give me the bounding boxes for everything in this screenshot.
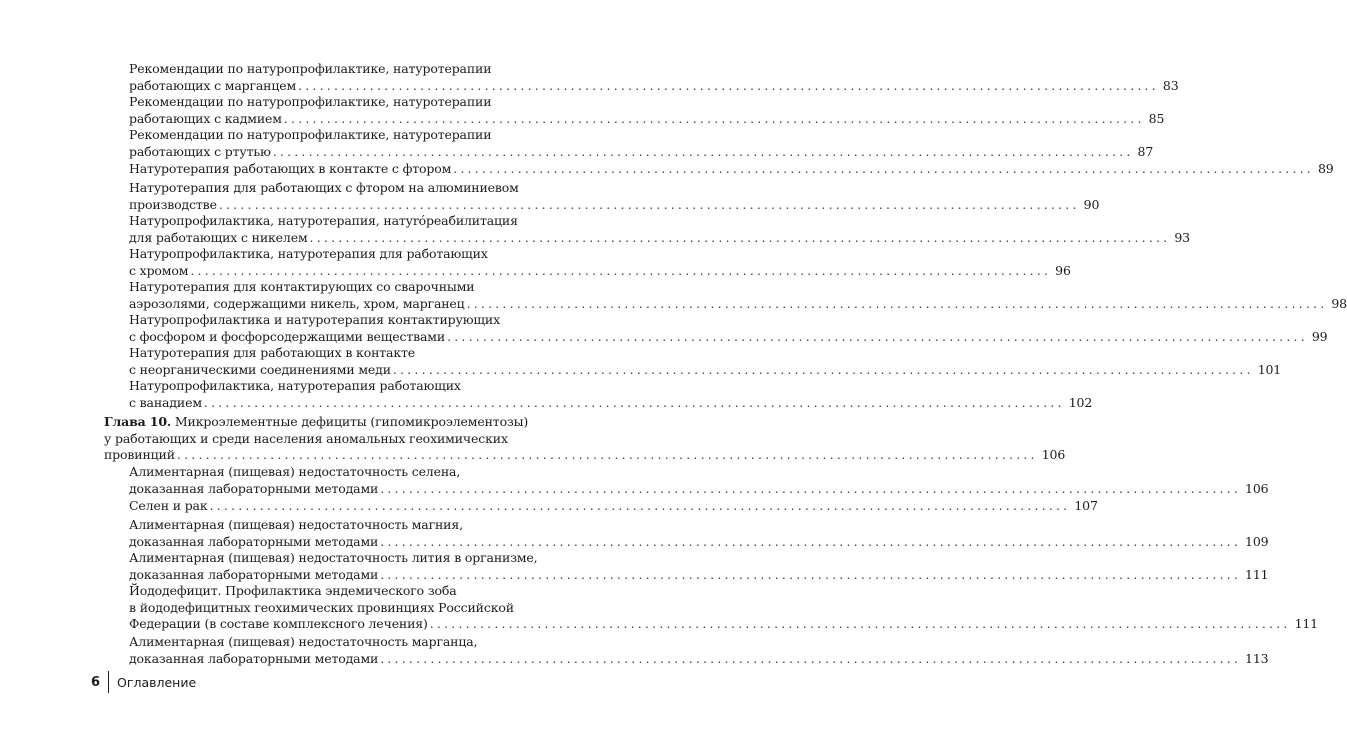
chapter-title-end: провинций bbox=[104, 447, 175, 462]
toc-page-number: 93 bbox=[1174, 229, 1190, 245]
toc-entry-line: Натуротерапия для работающих в контакте bbox=[129, 345, 415, 360]
toc-entry-title-end: работающих с марганцем bbox=[129, 77, 297, 93]
toc-entry-line: Алиментарная (пищевая) недостаточность магния, bbox=[129, 517, 463, 532]
leader-dots: ........................................................................................................................ bbox=[380, 480, 1242, 496]
toc-entry[interactable] bbox=[129, 498, 1098, 515]
toc-entry[interactable] bbox=[129, 378, 1093, 411]
toc-entry-title-end: работающих с кадмием bbox=[129, 110, 282, 126]
leader-dots: ........................................................................................................................ bbox=[176, 447, 1038, 462]
toc-entry-line: в йододефицитных геохимических провинциях Российской bbox=[129, 599, 514, 615]
toc-entry[interactable] bbox=[129, 61, 1179, 94]
toc-entry[interactable] bbox=[129, 517, 1269, 550]
toc-page-number: 85 bbox=[1148, 110, 1165, 126]
leader-dots: ........................................................................................................................ bbox=[203, 394, 1065, 410]
toc-page-number: 111 bbox=[1245, 566, 1269, 582]
toc-entry-title-end: Федерации (в составе комплексного лечения) bbox=[129, 616, 428, 631]
toc-page-number: 106 bbox=[1041, 447, 1066, 462]
toc-page-number: 101 bbox=[1257, 361, 1282, 377]
leader-dots: ........................................................................................................................ bbox=[309, 229, 1171, 245]
toc-entry-line: Натуропрофилактика, натуротерапия работающих bbox=[129, 378, 461, 393]
toc-entry-title-end: Селен и рак bbox=[129, 498, 208, 513]
toc-entry[interactable] bbox=[129, 180, 1100, 213]
toc-entry-line: Натуротерапия для контактирующих со сварочными bbox=[129, 279, 475, 294]
toc-entry[interactable] bbox=[129, 312, 1328, 345]
toc-entry[interactable] bbox=[129, 279, 1347, 312]
leader-dots: ........................................................................................................................ bbox=[429, 616, 1291, 631]
toc-entry[interactable] bbox=[129, 583, 1318, 633]
toc-page-number: 89 bbox=[1317, 161, 1334, 176]
leader-dots: ........................................................................................................................ bbox=[466, 295, 1328, 311]
leader-dots: ........................................................................................................................ bbox=[447, 328, 1308, 344]
toc-entry-line: Рекомендации по натуропрофилактике, натуротерапии bbox=[129, 127, 492, 142]
leader-dots: ........................................................................................................................ bbox=[380, 566, 1242, 582]
toc-entry[interactable] bbox=[129, 246, 1071, 279]
toc-entry[interactable] bbox=[129, 213, 1190, 246]
toc-page-number: 96 bbox=[1055, 262, 1071, 278]
toc-entry-title-end: доказанная лабораторными методами bbox=[129, 566, 379, 582]
toc-entry-title-end: с фосфором и фосфорсодержащими веществами bbox=[129, 328, 446, 344]
toc-page-number: 102 bbox=[1068, 394, 1093, 410]
toc-page-number: 90 bbox=[1083, 196, 1100, 212]
leader-dots: ........................................................................................................................ bbox=[453, 161, 1314, 176]
toc-entry-title-end: аэрозолями, содержащими никель, хром, марганец bbox=[129, 295, 465, 311]
toc-entry-title-end: Натуротерапия работающих в контакте с фтором bbox=[129, 161, 452, 176]
leader-dots: ........................................................................................................................ bbox=[218, 196, 1080, 212]
toc-entry[interactable] bbox=[129, 345, 1282, 378]
toc-entry-title-end: доказанная лабораторными методами bbox=[129, 650, 379, 666]
toc-entry-title-end: работающих с ртутью bbox=[129, 143, 271, 159]
chapter-number: Глава 10. bbox=[104, 414, 172, 429]
toc-entry[interactable] bbox=[129, 127, 1154, 160]
leader-dots: ........................................................................................................................ bbox=[380, 650, 1242, 666]
toc-page-number: 98 bbox=[1331, 295, 1347, 311]
page-footer bbox=[91, 671, 196, 693]
toc-entry-line: Натуропрофилактика и натуротерапия контактирующих bbox=[129, 312, 500, 327]
toc-entry-line: Рекомендации по натуропрофилактике, натуротерапии bbox=[129, 61, 492, 76]
toc-entry[interactable] bbox=[129, 550, 1269, 583]
toc-entry-title-end: с неорганическими соединениями меди bbox=[129, 361, 391, 377]
toc-entry-title-end: с ванадием bbox=[129, 394, 202, 410]
toc-entry-line: Йододефицит. Профилактика эндемического зоба bbox=[129, 583, 457, 598]
chapter-title-line: у работающих и среди населения аномальных геохимических bbox=[104, 430, 508, 446]
toc-entry[interactable] bbox=[129, 464, 1269, 497]
toc-page-number: 107 bbox=[1074, 498, 1098, 513]
toc-chapter-entry[interactable] bbox=[104, 414, 1066, 464]
leader-dots: ........................................................................................................................ bbox=[209, 498, 1071, 513]
toc-page-number: 99 bbox=[1311, 328, 1328, 344]
toc-entry-line: Натуропрофилактика, натуротерапия, натуróреабилитация bbox=[129, 213, 518, 228]
leader-dots: ........................................................................................................................ bbox=[272, 143, 1134, 159]
leader-dots: ........................................................................................................................ bbox=[283, 110, 1145, 126]
leader-dots: ........................................................................................................................ bbox=[380, 533, 1242, 549]
toc-entry-line: Рекомендации по натуропрофилактике, натуротерапии bbox=[129, 94, 492, 109]
leader-dots: ........................................................................................................................ bbox=[190, 262, 1052, 278]
footer-divider bbox=[108, 671, 109, 693]
toc-page-number: 111 bbox=[1294, 616, 1318, 631]
toc-page-number: 113 bbox=[1245, 650, 1269, 666]
toc-page-number: 87 bbox=[1137, 143, 1154, 159]
page-number: 6 bbox=[91, 674, 101, 690]
toc-entry-title-end: с хромом bbox=[129, 262, 189, 278]
toc-entry-title-end: производстве bbox=[129, 196, 217, 212]
toc-entry-title-end: для работающих с никелем bbox=[129, 229, 308, 245]
chapter-title-line: Микроэлементные дефициты (гипомикроэлементозы) bbox=[174, 414, 529, 429]
leader-dots: ........................................................................................................................ bbox=[392, 361, 1254, 377]
leader-dots: ........................................................................................................................ bbox=[298, 77, 1159, 93]
toc-entry-line: Алиментарная (пищевая) недостаточность лития в организме, bbox=[129, 550, 538, 565]
toc-entry-line: Натуропрофилактика, натуротерапия для работающих bbox=[129, 246, 488, 261]
toc-entry-line: Алиментарная (пищевая) недостаточность селена, bbox=[129, 464, 461, 479]
toc-entry-line: Натуротерапия для работающих с фтором на алюминиевом bbox=[129, 180, 519, 195]
toc-entry-title-end: доказанная лабораторными методами bbox=[129, 480, 379, 496]
toc-page-number: 83 bbox=[1162, 77, 1179, 93]
toc-entry[interactable] bbox=[129, 634, 1269, 667]
toc-page-number: 106 bbox=[1245, 480, 1269, 496]
toc-entry-title-end: доказанная лабораторными методами bbox=[129, 533, 379, 549]
toc-entry[interactable] bbox=[129, 94, 1165, 127]
running-title: Оглавление bbox=[117, 674, 197, 690]
toc-page-number: 109 bbox=[1245, 533, 1269, 549]
toc-entry[interactable] bbox=[129, 161, 1334, 178]
toc-entry-line: Алиментарная (пищевая) недостаточность марганца, bbox=[129, 634, 478, 649]
